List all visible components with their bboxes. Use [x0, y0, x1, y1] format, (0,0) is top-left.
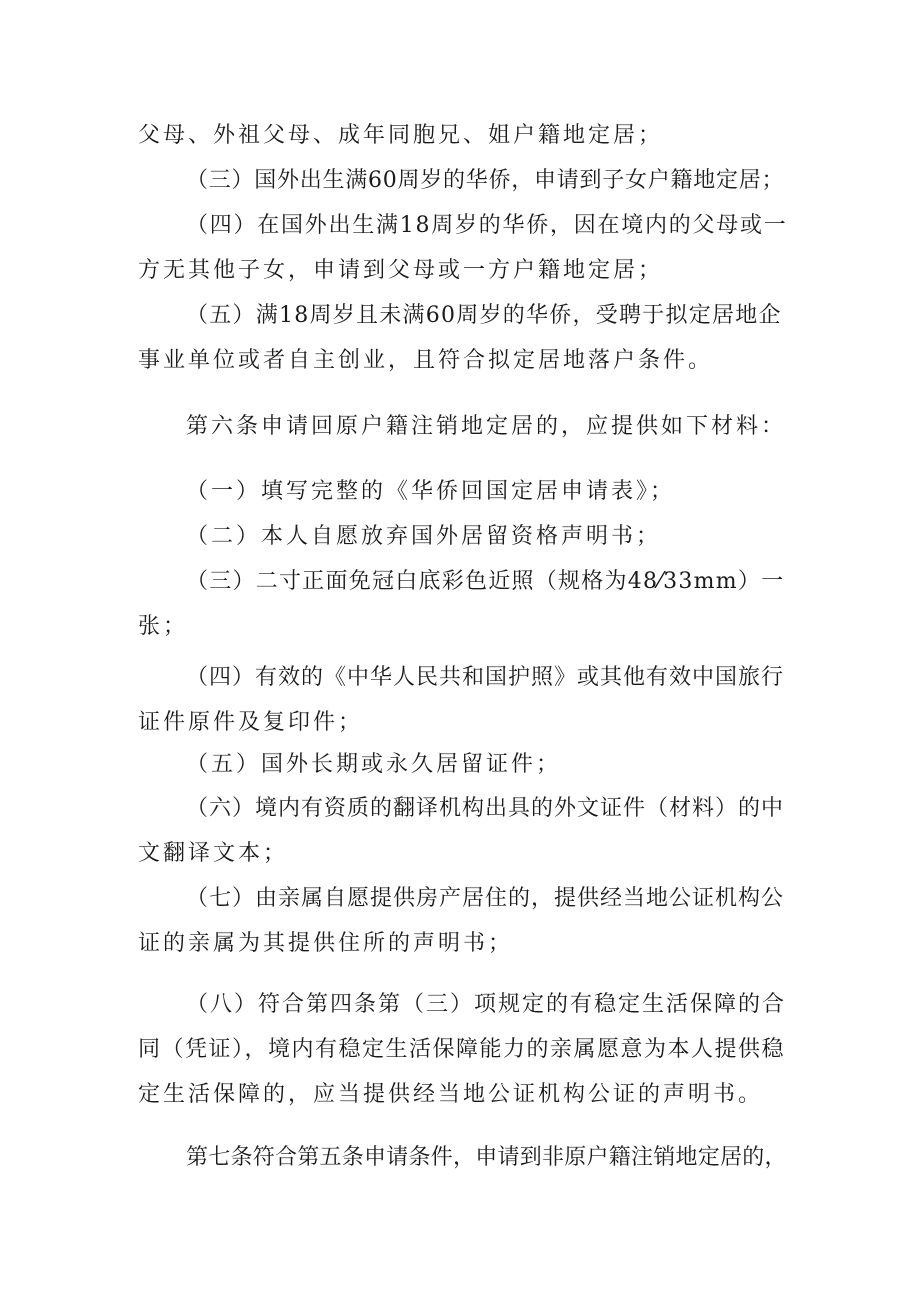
text-line-6: 事业单位或者自主创业，且符合拟定居地落户条件。 [138, 348, 714, 373]
text-line-5: （五）满18周岁且未满60周岁的华侨，受聘于拟定居地企 [186, 303, 782, 328]
text-line-20: 同（凭证），境内有稳定生活保障能力的亲属愿意为本人提供稳 [138, 1037, 786, 1062]
text-line-21: 定生活保障的，应当提供经当地公证机构公证的声明书。 [138, 1082, 764, 1107]
text-line-16: 文翻译文本； [138, 841, 289, 866]
text-line-11: 张； [138, 614, 189, 639]
text-line-13: 证件原件及复印件； [138, 710, 364, 735]
text-line-8: （一）填写完整的《华侨回国定居申请表》； [186, 479, 676, 504]
article-6-heading: 第六条申请回原户籍注销地定居的，应提供如下材料： [186, 414, 787, 439]
text-line-17: （七）由亲属自愿提供房产居住的，提供经当地公证机构公 [186, 886, 785, 911]
text-line-10: （三）二寸正面免冠白底彩色近照（规格为48⁄33mm）一 [186, 569, 785, 594]
text-line-15: （六）境内有资质的翻译机构出具的外文证件（材料）的中 [186, 796, 785, 821]
text-line-2: （三）国外出生满60周岁的华侨，申请到子女户籍地定居； [186, 168, 785, 193]
text-line-14: （五）国外长期或永久居留证件； [186, 752, 562, 777]
text-line-19: （八）符合第四条第（三）项规定的有稳定生活保障的合 [186, 992, 787, 1017]
text-line-9: （二）本人自愿放弃国外居留资格声明书； [186, 524, 662, 549]
text-line-3: （四）在国外出生满18周岁的华侨，因在境内的父母或一 [186, 213, 788, 238]
text-line-4: 方无其他子女，申请到父母或一方户籍地定居； [138, 258, 664, 283]
text-line-18: 证的亲属为其提供住所的声明书； [138, 931, 514, 956]
article-7-heading: 第七条符合第五条申请条件，申请到非原户籍注销地定居的， [186, 1145, 787, 1170]
text-line-12: （四）有效的《中华人民共和国护照》或其他有效中国旅行 [186, 665, 785, 690]
text-line-1: 父母、外祖父母、成年同胞兄、姐户籍地定居； [138, 123, 664, 148]
